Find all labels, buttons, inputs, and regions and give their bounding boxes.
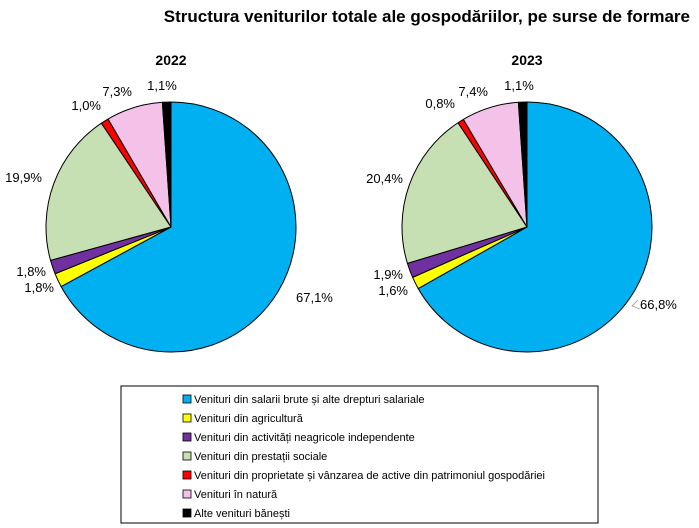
pie-title-2022: 2022	[155, 52, 187, 68]
legend-label-venituri-din-proprietate-si: Venituri din proprietate și vânzarea de active din patrimoniul gospodăriei	[194, 470, 545, 482]
data-label-2022-venituri-din-proprietate-si: 1,0%	[71, 98, 101, 113]
data-label-2022-venituri-din-agricultura: 1,8%	[24, 280, 54, 295]
legend-swatch-venituri-din-salarii-brute	[183, 395, 191, 403]
legend-swatch-venituri-in-natura	[183, 490, 191, 498]
data-label-2023-venituri-din-agricultura: 1,6%	[378, 283, 408, 298]
legend-label-venituri-din-prestatii-sociale: Venituri din prestații sociale	[194, 451, 328, 463]
data-label-2023-alte-venituri-banesti: 1,1%	[504, 78, 534, 93]
data-label-2022-venituri-in-natura: 7,3%	[102, 84, 132, 99]
legend-label-alte-venituri-banesti: Alte venituri bănești	[194, 508, 290, 520]
data-label-2023-venituri-din-proprietate-si: 0,8%	[425, 96, 455, 111]
pie-title-2023: 2023	[511, 52, 543, 68]
legend	[121, 386, 598, 523]
legend-label-venituri-din-activitati-neagricole: Venituri din activități neagricole independente	[194, 432, 415, 444]
legend-swatch-venituri-din-activitati-neagricole	[183, 433, 191, 441]
legend-label-venituri-in-natura: Venituri în natură	[194, 489, 278, 501]
legend-swatch-venituri-din-prestatii-sociale	[183, 452, 191, 460]
data-label-2023-venituri-din-salarii-brute: 66,8%	[640, 297, 677, 312]
leader-line-2023-salarii	[632, 300, 640, 309]
data-label-2023-venituri-in-natura: 7,4%	[458, 84, 488, 99]
data-label-2022-venituri-din-salarii-brute: 67,1%	[296, 290, 333, 305]
pie-2023	[366, 52, 677, 352]
legend-label-venituri-din-salarii-brute: Venituri din salarii brute și alte drepturi salariale	[194, 394, 425, 406]
legend-swatch-venituri-din-agricultura	[183, 414, 191, 422]
data-label-2023-venituri-din-prestatii-sociale: 20,4%	[366, 171, 403, 186]
data-label-2023-venituri-din-activitati-neagricole: 1,9%	[373, 267, 403, 282]
data-label-2022-venituri-din-prestatii-sociale: 19,9%	[5, 170, 42, 185]
legend-label-venituri-din-agricultura: Venituri din agricultură	[194, 413, 303, 425]
legend-swatch-alte-venituri-banesti	[183, 509, 191, 517]
legend-frame	[121, 386, 598, 523]
pie-2022	[5, 52, 333, 352]
chart-title: Structura veniturilor totale ale gospodăriilor, pe surse de formare	[163, 7, 690, 26]
data-label-2022-alte-venituri-banesti: 1,1%	[147, 78, 177, 93]
data-label-2022-venituri-din-activitati-neagricole: 1,8%	[16, 264, 46, 279]
legend-swatch-venituri-din-proprietate-si	[183, 471, 191, 479]
